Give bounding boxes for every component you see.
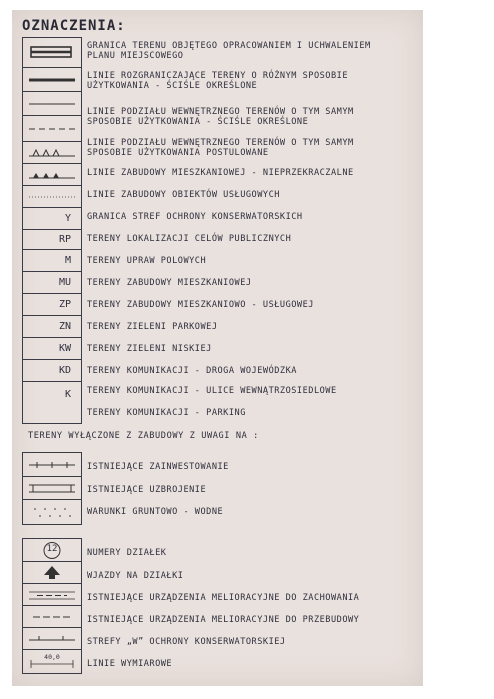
housing-building-line-symbol	[23, 142, 81, 164]
legend-label: TERENY KOMUNIKACJI - PARKING	[87, 408, 246, 418]
symbol-cell	[23, 186, 81, 208]
symbol-cell	[23, 68, 81, 92]
plot-number-text: 12	[46, 544, 58, 554]
legend-label: TERENY ZABUDOWY MIESZKANIOWO - USŁUGOWEJ	[87, 300, 314, 310]
drainage-keep-symbol	[23, 584, 81, 606]
symbol-cell: Y	[23, 208, 81, 230]
legend-label: SPOSOBIE UŻYTKOWANIA - ŚCIŚLE OKREŚLONE	[87, 117, 309, 127]
legend-label: LINIE ZABUDOWY MIESZKANIOWEJ - NIEPRZEKRACZALNE	[87, 168, 354, 178]
legend-label: ISTNIEJĄCE URZĄDZENIA MELIORACYJNE DO PRZEBUDOWY	[87, 615, 360, 625]
legend-label: TERENY UPRAW POLOWYCH	[87, 256, 207, 266]
service-building-line-symbol	[23, 164, 81, 186]
symbol-cell	[23, 628, 81, 650]
postulated-line-symbol	[23, 116, 81, 142]
legend-label: TERENY ZABUDOWY MIESZKANIOWEJ	[87, 278, 252, 288]
legend-label: NUMERY DZIAŁEK	[87, 548, 167, 558]
section-heading: TERENY WYŁĄCZONE Z ZABUDOWY Z UWAGI NA :	[28, 431, 259, 441]
symbol-cell	[23, 453, 81, 477]
symbol-column	[22, 37, 82, 424]
legend-label: TERENY KOMUNIKACJI - DROGA WOJEWÓDZKA	[87, 366, 297, 376]
symbol-cell	[23, 606, 81, 628]
symbol-cell	[23, 650, 81, 673]
legend-label: TERENY ZIELENI PARKOWEJ	[87, 322, 218, 332]
legend-label: ISTNIEJĄCE URZĄDZENIA MELIORACYJNE DO ZACHOWANIA	[87, 593, 360, 603]
legend-label: ISTNIEJĄCE UZBROJENIE	[87, 485, 207, 495]
existing-utilities-symbol	[23, 477, 81, 500]
drainage-rebuild-symbol	[23, 606, 81, 628]
division-line-symbol	[23, 92, 81, 116]
legend-label: TERENY KOMUNIKACJI - ULICE WEWNĄTRZOSIEDLOWE	[87, 386, 337, 396]
legend-label: SPOSOBIE UŻYTKOWANIA POSTULOWANE	[87, 148, 269, 158]
legend-label: UŻYTKOWANIA - ŚCIŚLE OKREŚLONE	[87, 81, 258, 91]
symbol-cell: RP	[23, 230, 81, 250]
symbol-cell: K	[64, 389, 71, 400]
entrance-arrow-icon	[23, 562, 81, 584]
symbol-cell: ZP	[23, 294, 81, 316]
boundary-line-symbol	[23, 68, 81, 92]
symbol-column-2	[22, 452, 82, 525]
symbol-cell	[23, 500, 81, 524]
symbol-cell	[23, 92, 81, 116]
symbol-cell: KW	[23, 338, 81, 360]
legend-label: ISTNIEJĄCE ZAINWESTOWANIE	[87, 462, 229, 472]
legend-label: STREFY „W” OCHRONY KONSERWATORSKIEJ	[87, 637, 286, 647]
legend-label: LINIE ROZGRANICZAJĄCE TERENY O RÓŻNYM SPOSOBIE	[87, 71, 348, 81]
legend-label: WARUNKI GRUNTOWO - WODNE	[87, 507, 224, 517]
legend-label: WJAZDY NA DZIAŁKI	[87, 571, 184, 581]
symbol-cell: MU	[23, 272, 81, 294]
legend-label: GRANICA STREF OCHRONY KONSERWATORSKICH	[87, 212, 303, 222]
legend-label: PLANU MIEJSCOWEGO	[87, 51, 184, 61]
legend-label: LINIE ZABUDOWY OBIEKTÓW USŁUGOWYCH	[87, 190, 280, 200]
legend-label: LINIE PODZIAŁU WEWNĘTRZNEGO TERENÓW O TYM SAMYM	[87, 107, 354, 117]
legend-title: OZNACZENIA:	[22, 18, 126, 34]
symbol-cell	[23, 164, 81, 186]
symbol-cell	[23, 562, 81, 584]
legend-label: LINIE PODZIAŁU WEWNĘTRZNEGO TERENÓW O TYM SAMYM	[87, 138, 354, 148]
legend-label: TERENY LOKALIZACJI CELÓW PUBLICZNYCH	[87, 234, 292, 244]
symbol-cell: KD	[23, 360, 81, 382]
symbol-column-3	[22, 538, 82, 674]
symbol-cell	[23, 477, 81, 500]
symbol-cell	[23, 142, 81, 164]
legend-label: LINIE WYMIAROWE	[87, 659, 173, 669]
symbol-cell	[23, 539, 81, 562]
symbol-cell	[23, 38, 81, 68]
symbol-cell: ZN	[23, 316, 81, 338]
symbol-cell: M	[23, 250, 81, 272]
existing-development-symbol	[23, 453, 81, 477]
conservation-zone-symbol	[23, 186, 81, 208]
w-zone-symbol	[23, 628, 81, 650]
ground-water-symbol	[23, 500, 81, 524]
symbol-cell	[23, 116, 81, 142]
legend-label: GRANICA TERENU OBJĘTEGO OPRACOWANIEM I UCHWALENIEM	[87, 41, 371, 51]
plan-boundary-symbol	[23, 38, 81, 68]
symbol-cell	[23, 584, 81, 606]
dimension-text: 40,0	[44, 653, 60, 661]
legend-label: TERENY ZIELENI NISKIEJ	[87, 344, 212, 354]
